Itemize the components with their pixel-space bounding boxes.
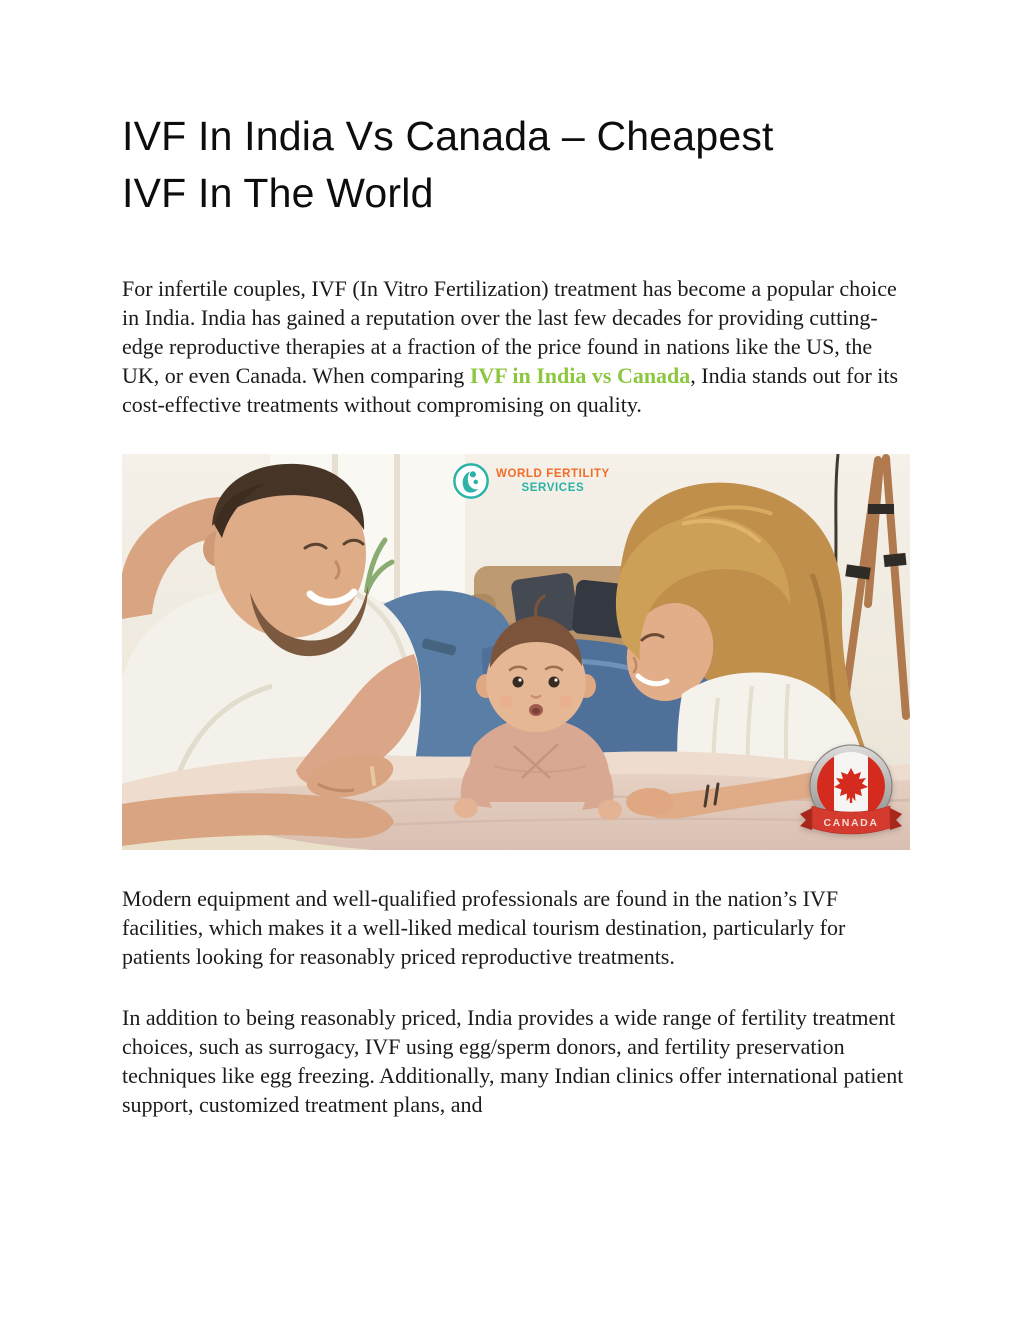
intro-text-after-link: , India stands out for its cost-effective treatments without compromising on quality.	[122, 363, 899, 417]
paragraph-treatment-choices: In addition to being reasonably priced, India provides a wide range of fertility treatment choices, such as surrogacy, IVF using egg/sperm donors, and fertility preservation techniques like egg freezing. Additionally, many Indian clinics offer international patient support, customized treatment plans, and	[122, 1005, 904, 1117]
family-photo-scene	[122, 454, 910, 850]
logo-text-world-fertility: WORLD FERTILITY	[496, 468, 610, 480]
world-fertility-logo-icon	[452, 462, 490, 500]
world-fertility-logo	[452, 462, 610, 500]
ivf-india-vs-canada-link[interactable]: IVF in India vs Canada	[469, 363, 691, 388]
intro-paragraph	[122, 274, 910, 419]
canada-badge	[798, 742, 904, 846]
paragraph-medical-tourism: Modern equipment and well-qualified professionals are found in the nation’s IVF facilities, which makes it a well-liked medical tourism destination, particularly for patients looking for reasonably priced reproductive treatments.	[122, 886, 846, 969]
title-line-2: IVF In The World	[122, 170, 434, 216]
family-photo	[122, 454, 910, 850]
intro-text-before-link: For infertile couples, IVF (In Vitro Fertilization) treatment has become a popular choice in India. India has gained a reputation over the last few decades for providing cutting-edge reproductive therapies at a fraction of the price found in nations like the US, the UK, or even Canada. When comparing	[122, 276, 897, 388]
canada-ribbon-label: CANADA	[823, 817, 879, 829]
page-title	[122, 108, 1024, 222]
title-line-1: IVF In India Vs Canada – Cheapest	[122, 113, 774, 159]
logo-text-services: SERVICES	[521, 482, 585, 494]
